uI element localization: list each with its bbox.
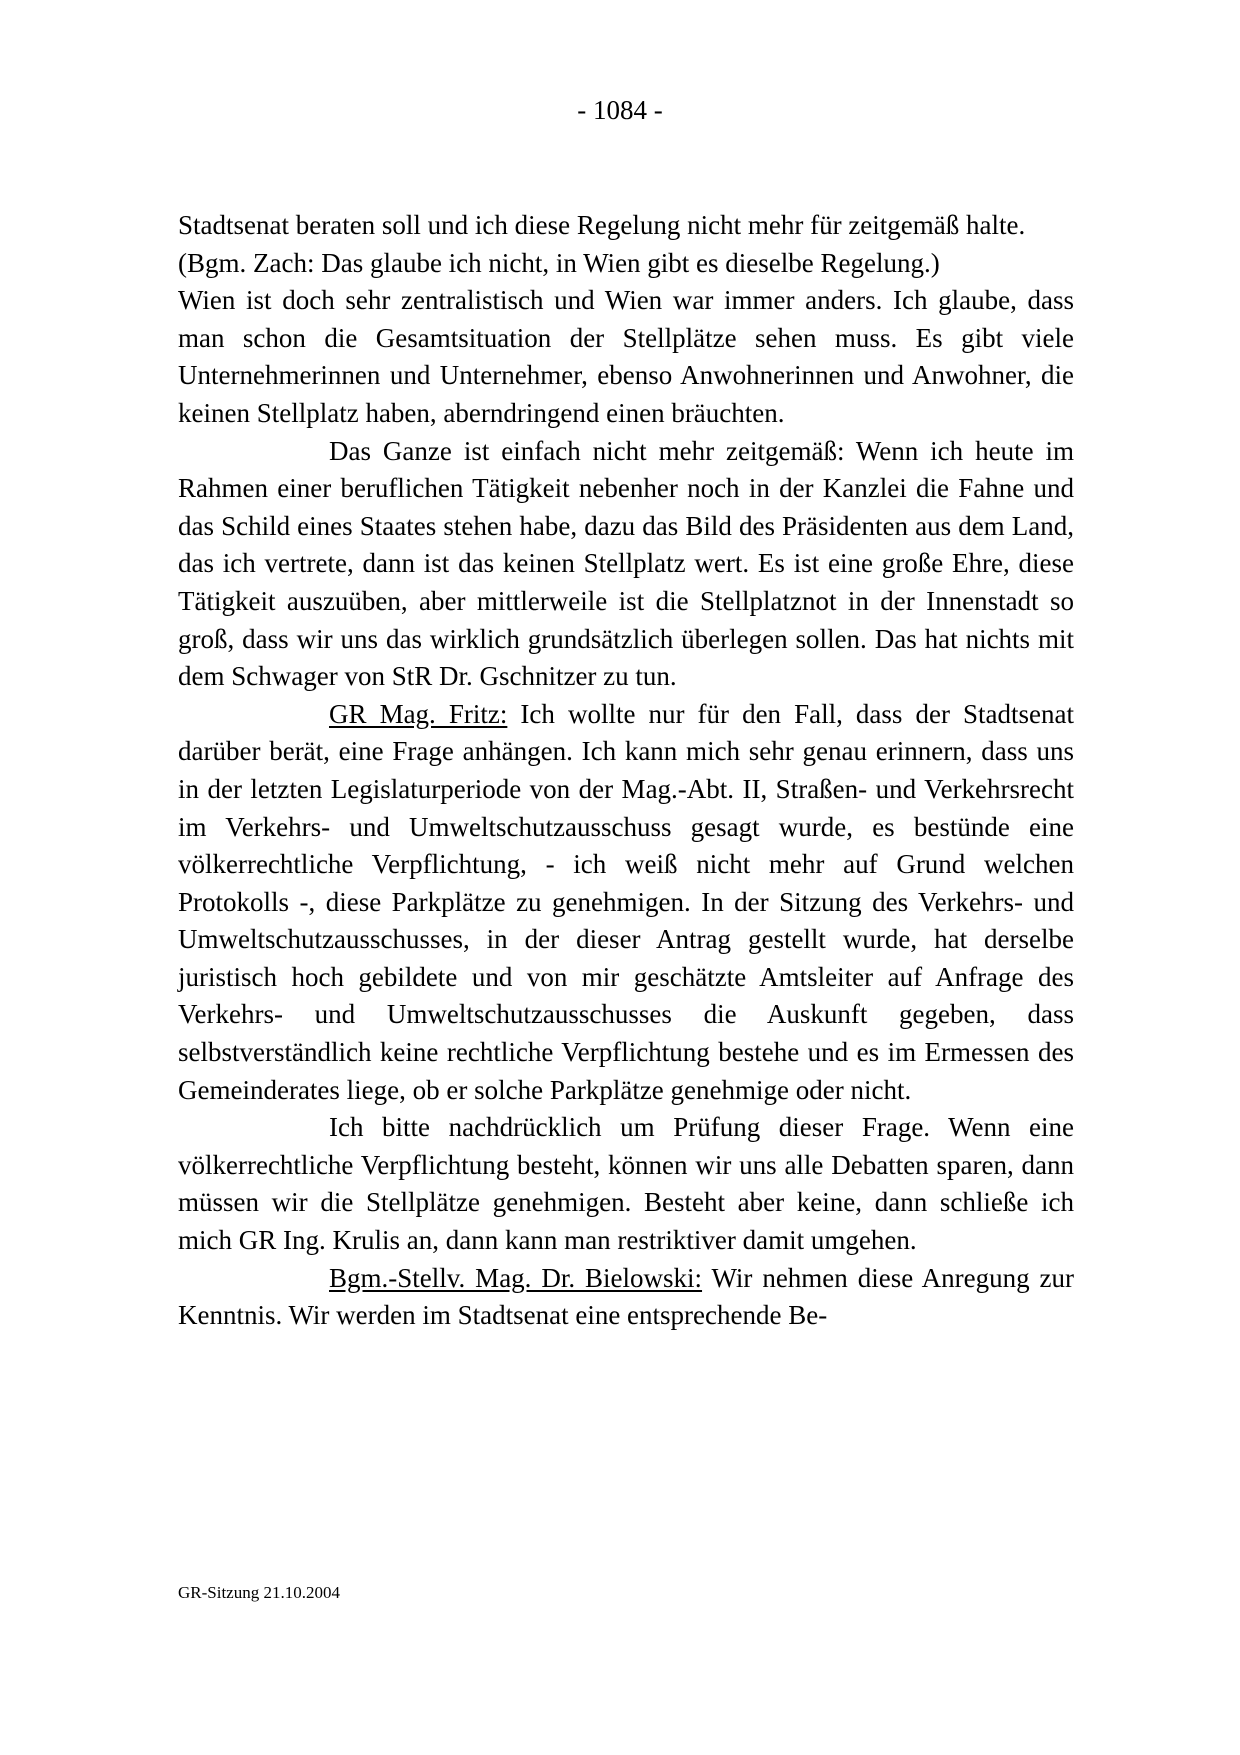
paragraph-5 — [178, 696, 1074, 1110]
paragraph-5-text: Ich wollte nur für den Fall, dass der Stadtsenat darüber berät, eine Frage anhängen. Ich kann mich sehr genau erinnern, dass uns in der letzten Legislaturperiode von der Mag.-Abt. II, Straßen- und Verkehrsrecht im Verkehrs- und Umweltschutzausschuss gesagt wurde, es bestünde eine völkerrechtliche Verpflichtung, - ich weiß nicht mehr auf Grund welchen Protokolls -, diese Parkplätze zu genehmigen. In der Sitzung des Verkehrs- und Umweltschutzausschusses, in der dieser Antrag gestellt wurde, hat derselbe juristisch hoch gebildete und von mir geschätzte Amtsleiter auf Anfrage des Verkehrs- und Umweltschutzausschusses die Auskunft gegeben, dass selbstverständlich keine rechtliche Verpflichtung bestehe und es im Ermessen des Gemeinderates liege, ob er solche Parkplätze genehmige oder nicht. — [178, 698, 1074, 1105]
footer-session-date: GR-Sitzung 21.10.2004 — [178, 1583, 340, 1602]
paragraph-7-text: Wir nehmen diese Anregung zur Kenntnis. Wir werden im Stadtsenat eine entsprechende Be- — [178, 1262, 1075, 1331]
paragraph-4: Das Ganze ist einfach nicht mehr zeitgemäß: Wenn ich heute im Rahmen einer beruflichen Tätigkeit nebenher noch in der Kanzlei die Fahne und das Schild eines Staates stehen habe, dazu das Bild des Präsidenten aus dem Land, das ich vertrete, dann ist das keinen Stellplatz wert. Es ist eine große Ehre, diese Tätigkeit auszuüben, aber mittlerweile ist die Stellplatznot in der Innenstadt so groß, dass wir uns das wirklich grundsätzlich überlegen sollen. Das hat nichts mit dem Schwager von StR Dr. Gschnitzer zu tun. — [178, 435, 1074, 692]
paragraph-6: Ich bitte nachdrücklich um Prüfung dieser Frage. Wenn eine völkerrechtliche Verpflichtung besteht, können wir uns alle Debatten sparen, dann müssen wir die Stellplätze genehmigen. Besteht aber keine, dann schließe ich mich GR Ing. Krulis an, dann kann man restriktiver damit umgehen. — [178, 1112, 1074, 1256]
speaker-name-bielowski: Bgm.-Stellv. Mag. Dr. Bielowski: — [329, 1262, 703, 1293]
paragraph-3: Wien ist doch sehr zentralistisch und Wien war immer anders. Ich glaube, dass man schon die Gesamtsituation der Stellplätze sehen muss. Es gibt viele Unternehmerinnen und Unternehmer, ebenso Anwohnerinnen und Anwohner, die keinen Stellplatz haben, aberndringend einen bräuchten. — [178, 285, 1074, 428]
document-body — [178, 207, 1074, 1335]
paragraph-7 — [178, 1260, 1074, 1335]
interjection-paragraph: (Bgm. Zach: Das glaube ich nicht, in Wien gibt es dieselbe Regelung.) — [178, 247, 940, 278]
page-number: - 1084 - — [577, 95, 663, 125]
paragraph-1: Stadtsenat beraten soll und ich diese Regelung nicht mehr für zeitgemäß halte. — [178, 210, 1026, 240]
speaker-name-fritz: GR Mag. Fritz: — [329, 698, 508, 729]
